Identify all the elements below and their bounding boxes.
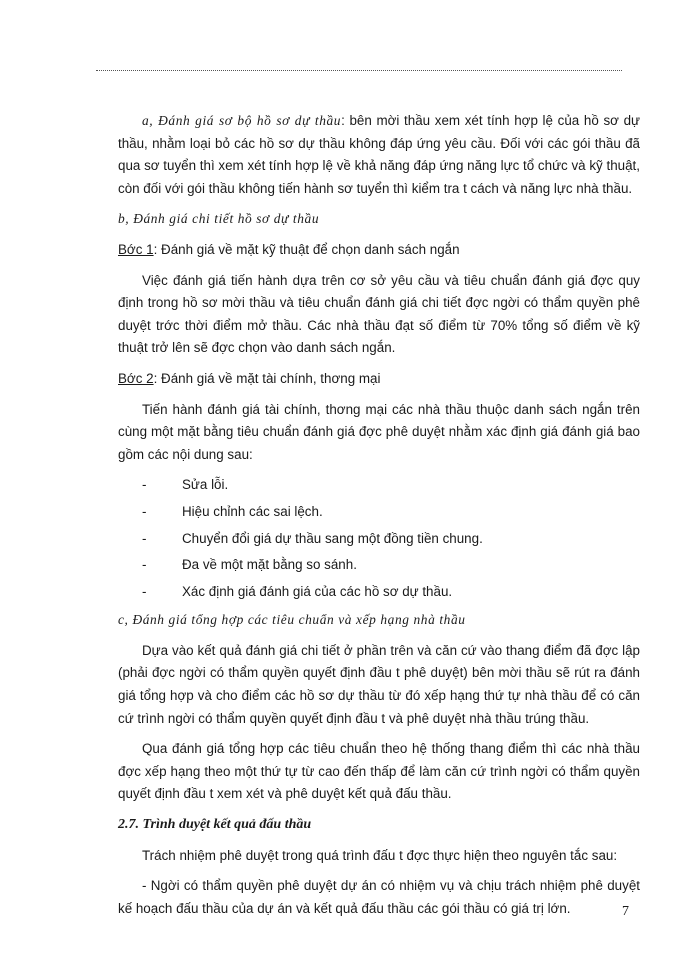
header-divider	[96, 70, 622, 71]
step2-label: Bớc 2	[118, 370, 154, 386]
section-2-7-paragraph-1: Trách nhiệm phê duyệt trong quá trình đấu t đợc thực hiện theo nguyên tắc sau:	[142, 847, 618, 863]
section-a-paragraph	[118, 110, 640, 200]
step2-paragraph: Tiến hành đánh giá tài chính, thơng mại các nhà thầu thuộc danh sách ngắn trên cùng một mặt bằng tiêu chuẩn đánh giá đợc phê duyệt nhằm xác định giá đánh giá bao gồm các nội dung sau:	[118, 401, 640, 462]
section-b-heading: b, Đánh giá chi tiết hồ sơ dự thầu	[118, 211, 320, 227]
list-item: - Sửa lỗi.	[142, 477, 229, 493]
step1-paragraph: Việc đánh giá tiến hành dựa trên cơ sở yêu cầu và tiêu chuẩn đánh giá đợc quy định trong hồ sơ mời thầu và tiêu chuẩn đánh giá chi tiết đợc ngời có thẩm quyền phê duyệt trớc thời điểm mở thầu. Các nhà thầu đạt số điểm từ 70% tổng số điểm về kỹ thuật trở lên sẽ đợc chọn vào danh sách ngắn.	[118, 272, 640, 356]
section-a-text: : bên mời thầu xem xét tính hợp lệ của hồ sơ dự thầu, nhằm loại bỏ các hồ sơ dự thầu không đáp ứng yêu cầu. Đối với các gói thầu đã qua sơ tuyển thì xem xét tính hợp lệ về khả năng đáp ứng năng lực tổ chức và kỹ thuật, còn đối với gói thầu không tiến hành sơ tuyển thì kiểm tra t cách và năng lực nhà thầu.	[118, 113, 640, 196]
evaluation-items-list	[118, 474, 640, 603]
section-2-7-heading: 2.7. Trình duyệt kết quả đấu thầu	[118, 817, 312, 833]
page-body	[118, 110, 640, 928]
list-item: - Đa về một mặt bằng so sánh.	[142, 557, 357, 573]
section-a-label: a, Đánh giá sơ bộ hồ sơ dự thầu	[142, 113, 342, 128]
section-c-paragraph-1: Dựa vào kết quả đánh giá chi tiết ở phần trên và căn cứ vào thang điểm đã đợc lập (phải đợc ngời có thẩm quyền quyết định đầu t phê duyệt) bên mời thầu sẽ rút ra đánh giá tổng hợp và cho điểm các hồ sơ dự thầu từ đó xếp hạng thứ tự nhà thầu để có căn cứ trình ngời có thẩm quyền quyết định đầu t và phê duyệt nhà thầu trúng thầu.	[118, 642, 640, 726]
page-number: 7	[622, 904, 629, 919]
step1-line	[118, 239, 640, 262]
section-c-paragraph-2: Qua đánh giá tổng hợp các tiêu chuẩn theo hệ thống thang điểm thì các nhà thầu đợc xếp hạng theo một thứ tự từ cao đến thấp để làm căn cứ trình ngời có thẩm quyền quyết định đầu t xem xét và phê duyệt kết quả đấu thầu.	[118, 741, 640, 802]
step2-text: : Đánh giá về mặt tài chính, thơng mại	[153, 370, 381, 386]
list-item: - Hiệu chỉnh các sai lệch.	[142, 503, 323, 519]
step2-line	[118, 368, 640, 391]
section-2-7-paragraph-2: - Ngời có thẩm quyền phê duyệt dự án có nhiệm vụ và chịu trách nhiệm phê duyệt kế hoạch đấu thầu của dự án và kết quả đấu thầu các gói thầu có giá trị lớn.	[118, 878, 640, 916]
step1-text: : Đánh giá về mặt kỹ thuật để chọn danh sách ngắn	[153, 241, 460, 257]
list-item: - Chuyển đổi giá dự thầu sang một đồng tiền chung.	[142, 530, 483, 546]
section-c-heading: c, Đánh giá tổng hợp các tiêu chuẩn và xếp hạng nhà thầu	[118, 612, 466, 628]
step1-label: Bớc 1	[118, 241, 154, 257]
list-item: - Xác định giá đánh giá của các hồ sơ dự thầu.	[142, 583, 453, 599]
